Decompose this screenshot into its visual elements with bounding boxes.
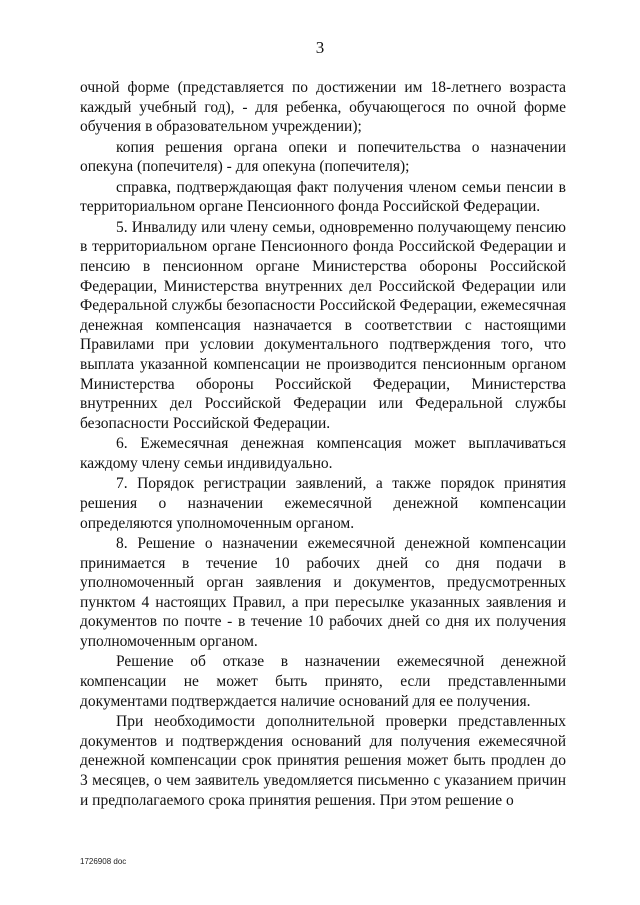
paragraph-item-7: 7. Порядок регистрации заявлений, а также порядок принятия решения о назначении ежемесячной денежной компенсации определяются уполномоченным органом. — [80, 475, 566, 532]
paragraph-continuation: очной форме (представляется по достижении им 18-летнего возраста каждый учебный год), - для ребенка, обучающегося по очной форме обучения в образовательном учреждении); — [80, 79, 566, 136]
paragraph-item-6: 6. Ежемесячная денежная компенсация может выплачиваться каждому члену семьи индивидуально. — [80, 435, 566, 472]
paragraph-item-5: 5. Инвалиду или члену семьи, одновременно получающему пенсию в территориальном органе Пенсионного фонда Российской Федерации и пенсию в пенсионном органе Министерства обороны Российской Федерации, Министерства внутренних дел Российской Федерации или Федеральной службы безопасности Российской Федерации, ежемесячная денежная компенсация назначается в соответствии с настоящими Правилами при условии документального подтверждения того, что выплата указанной компенсации не производится пенсионным органом Министерства обороны Российской Федерации, Министерства внутренних дел Российской Федерации или Федеральной службы безопасности Российской Федерации. — [80, 218, 566, 432]
paragraph-item-8: 8. Решение о назначении ежемесячной денежной компенсации принимается в течение 10 рабочих дней со дня подачи в уполномоченный орган заявления и документов, предусмотренных пунктом 4 настоящих Правил, а при пересылке указанных заявления и документов по почте - в течение 10 рабочих дней со дня их получения уполномоченным органом. — [80, 535, 566, 650]
page-number: 3 — [315, 38, 325, 57]
document-body — [80, 78, 566, 810]
paragraph-refusal: Решение об отказе в назначении ежемесячной денежной компенсации не может быть принято, если представленными документами подтверждается наличие оснований для ее получения. — [80, 653, 566, 710]
paragraph-pension-certificate: справка, подтверждающая факт получения членом семьи пенсии в территориальном органе Пенсионного фонда Российской Федерации. — [80, 178, 566, 216]
document-footer-id: 1726908 doc — [80, 857, 127, 866]
paragraph-guardian-copy: копия решения органа опеки и попечительства о назначении опекуна (попечителя) - для опекуна (попечителя); — [80, 138, 566, 176]
paragraph-extension: При необходимости дополнительной проверки представленных документов и подтверждения оснований для получения ежемесячной денежной компенсации срок принятия решения может быть продлен до 3 месяцев, о чем заявитель уведомляется письменно с указанием причин и предполагаемого срока принятия решения. При этом решение о — [80, 713, 566, 809]
